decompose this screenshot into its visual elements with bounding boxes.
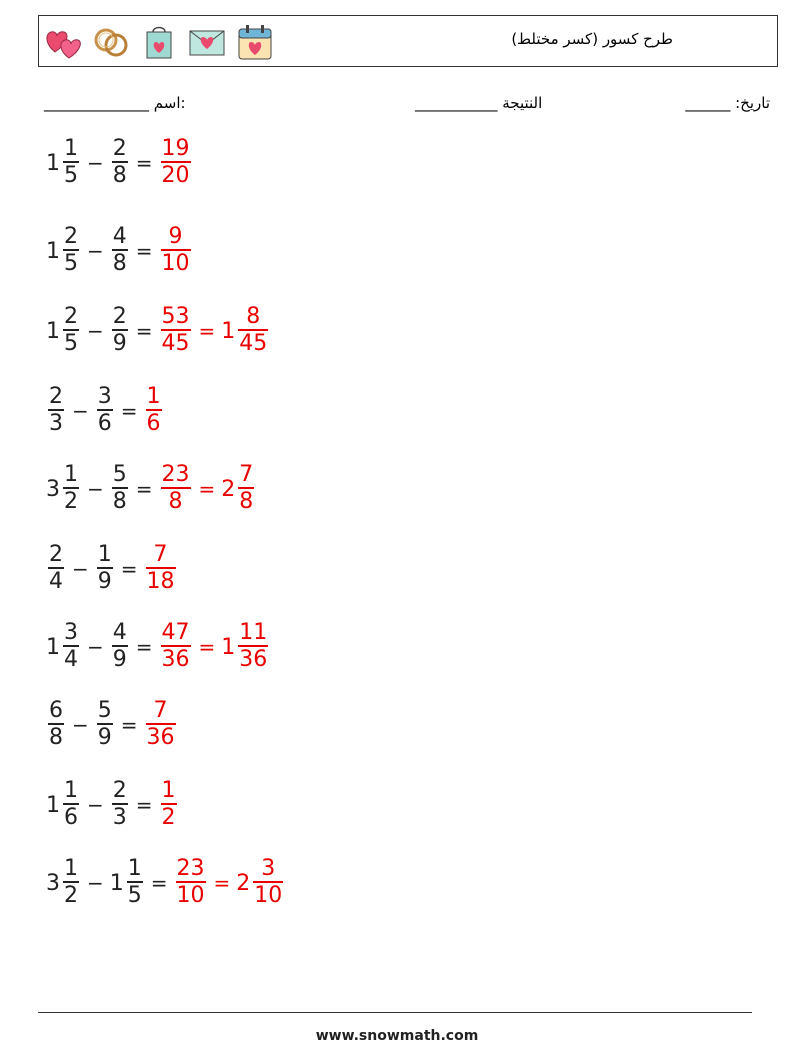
numerator: 1: [127, 856, 142, 882]
denominator: 45: [239, 330, 268, 356]
problem-row: [46, 461, 256, 517]
fraction: [63, 621, 79, 673]
whole-number: 1: [46, 318, 60, 344]
numerator: 1: [64, 136, 78, 162]
problem-row: [46, 303, 270, 359]
denominator: 45: [161, 330, 190, 356]
fraction: [48, 385, 64, 437]
denominator: 3: [49, 410, 63, 436]
denominator: 5: [64, 330, 78, 356]
numerator: 7: [153, 542, 168, 568]
fraction: [127, 857, 143, 909]
numerator: 4: [112, 620, 127, 646]
whole-number: 1: [46, 792, 60, 818]
equals-sign: =: [120, 713, 138, 737]
problem-row: [46, 777, 179, 833]
denominator: 9: [97, 724, 112, 750]
fraction: [97, 543, 113, 595]
denominator: 8: [168, 488, 183, 514]
denominator: 18: [146, 568, 175, 594]
numerator: 5: [112, 462, 127, 488]
denominator: 6: [64, 804, 78, 830]
minus-sign: −: [87, 151, 104, 175]
minus-sign: −: [87, 239, 104, 263]
mixed-whole: 1: [221, 318, 236, 344]
fraction: [112, 463, 128, 515]
fraction: [112, 137, 128, 189]
fraction: [63, 137, 79, 189]
mixed-whole: 2: [236, 870, 251, 896]
answer-fraction: [161, 305, 191, 357]
minus-sign: −: [87, 477, 104, 501]
love-letter-icon: [187, 22, 227, 62]
numerator: 4: [112, 224, 127, 250]
denominator: 5: [64, 162, 78, 188]
equals-sign: =: [135, 239, 153, 263]
answer-fraction: [238, 463, 254, 515]
denominator: 4: [49, 568, 63, 594]
score-blank: ___________: [414, 94, 498, 112]
answer-fraction: [161, 621, 191, 673]
whole-number: 1: [46, 150, 60, 176]
equals-sign: =: [135, 319, 153, 343]
answer-fraction: [161, 779, 177, 831]
whole-number: 1: [109, 870, 124, 896]
minus-sign: −: [87, 635, 104, 659]
problem-row: [46, 541, 178, 597]
mixed-whole: 2: [221, 476, 236, 502]
numerator: 23: [161, 462, 190, 488]
numerator: 1: [146, 384, 161, 410]
minus-sign: −: [87, 871, 104, 895]
problem-row: [46, 855, 285, 911]
answer-fraction: [253, 857, 283, 909]
numerator: 1: [97, 542, 112, 568]
whole-number: 1: [46, 238, 60, 264]
minus-sign: −: [87, 793, 104, 817]
minus-sign: −: [87, 319, 104, 343]
numerator: 2: [64, 224, 78, 250]
numerator: 9: [168, 224, 183, 250]
numerator: 11: [239, 620, 268, 646]
denominator: 2: [64, 488, 78, 514]
numerator: 47: [161, 620, 190, 646]
problem-row: [46, 223, 193, 279]
denominator: 9: [112, 330, 127, 356]
fraction: [48, 699, 64, 751]
calendar-heart-icon: [235, 22, 275, 62]
numerator: 1: [64, 856, 78, 882]
fraction: [112, 779, 128, 831]
fraction: [112, 225, 128, 277]
numerator: 7: [153, 698, 168, 724]
denominator: 36: [161, 646, 190, 672]
numerator: 2: [112, 136, 127, 162]
denominator: 6: [97, 410, 112, 436]
denominator: 8: [112, 162, 127, 188]
answer-fraction: [161, 463, 191, 515]
numerator: 1: [64, 462, 78, 488]
denominator: 2: [64, 882, 78, 908]
answer-fraction: [238, 621, 268, 673]
answer-fraction: [238, 305, 268, 357]
denominator: 36: [146, 724, 175, 750]
numerator: 19: [161, 136, 190, 162]
denominator: 3: [112, 804, 127, 830]
fraction: [63, 305, 79, 357]
equals-sign: =: [135, 635, 153, 659]
denominator: 8: [112, 250, 127, 276]
denominator: 8: [239, 488, 254, 514]
equals-sign: =: [198, 319, 216, 343]
numerator: 2: [49, 384, 63, 410]
whole-number: 3: [46, 476, 60, 502]
equals-sign: =: [213, 871, 231, 895]
denominator: 8: [49, 724, 63, 750]
whole-number: 1: [46, 634, 60, 660]
denominator: 10: [161, 250, 190, 276]
mixed-whole: 1: [221, 634, 236, 660]
answer-fraction: [161, 225, 191, 277]
numerator: 8: [246, 304, 261, 330]
numerator: 2: [112, 304, 127, 330]
minus-sign: −: [72, 557, 89, 581]
answer-fraction: [146, 543, 176, 595]
fraction: [48, 543, 64, 595]
date-blank: ______: [685, 94, 731, 112]
equals-sign: =: [120, 557, 138, 581]
header-box: [38, 15, 778, 67]
footer-divider: [38, 1012, 752, 1013]
name-label: اسم:: [153, 94, 186, 112]
equals-sign: =: [150, 871, 168, 895]
denominator: 20: [161, 162, 190, 188]
name-blank: ______________: [44, 94, 149, 112]
fraction: [63, 463, 79, 515]
fraction: [63, 779, 79, 831]
equals-sign: =: [198, 477, 216, 501]
answer-fraction: [146, 699, 176, 751]
fraction: [112, 621, 128, 673]
denominator: 10: [176, 882, 205, 908]
worksheet-title: طرح كسور (كسر مختلط): [511, 30, 673, 48]
fraction: [97, 385, 113, 437]
minus-sign: −: [72, 713, 89, 737]
denominator: 9: [97, 568, 112, 594]
denominator: 6: [146, 410, 161, 436]
equals-sign: =: [120, 399, 138, 423]
answer-fraction: [161, 137, 191, 189]
problem-row: [46, 697, 178, 753]
denominator: 8: [112, 488, 127, 514]
minus-sign: −: [72, 399, 89, 423]
numerator: 2: [64, 304, 78, 330]
denominator: 2: [161, 804, 176, 830]
equals-sign: =: [135, 793, 153, 817]
numerator: 3: [97, 384, 112, 410]
date-label: تاريخ:: [735, 94, 770, 112]
denominator: 9: [112, 646, 127, 672]
answer-fraction: [176, 857, 206, 909]
numerator: 53: [161, 304, 190, 330]
numerator: 2: [112, 778, 127, 804]
numerator: 6: [49, 698, 63, 724]
fraction: [63, 857, 79, 909]
denominator: 36: [239, 646, 268, 672]
score-label: النتيجة: [502, 94, 543, 112]
denominator: 5: [127, 882, 142, 908]
denominator: 5: [64, 250, 78, 276]
numerator: 3: [261, 856, 276, 882]
problem-row: [46, 619, 270, 675]
date-score-fields: [415, 94, 770, 112]
denominator: 10: [254, 882, 283, 908]
problem-row: [46, 383, 164, 439]
fraction: [63, 225, 79, 277]
numerator: 3: [64, 620, 78, 646]
equals-sign: =: [135, 151, 153, 175]
footer-url: www.snowmath.com: [315, 1028, 479, 1044]
fraction: [97, 699, 113, 751]
meta-row: [0, 94, 794, 118]
numerator: 2: [49, 542, 63, 568]
whole-number: 3: [46, 870, 60, 896]
numerator: 7: [239, 462, 254, 488]
rings-icon: [91, 22, 131, 62]
answer-fraction: [146, 385, 162, 437]
fraction: [112, 305, 128, 357]
numerator: 1: [64, 778, 78, 804]
numerator: 5: [97, 698, 112, 724]
gift-bag-icon: [139, 22, 179, 62]
header-icons: [43, 20, 275, 64]
equals-sign: =: [135, 477, 153, 501]
numerator: 1: [161, 778, 176, 804]
denominator: 4: [64, 646, 78, 672]
name-field: [44, 94, 186, 112]
hearts-icon: [43, 22, 83, 62]
problem-row: [46, 135, 193, 191]
equals-sign: =: [198, 635, 216, 659]
numerator: 23: [176, 856, 205, 882]
